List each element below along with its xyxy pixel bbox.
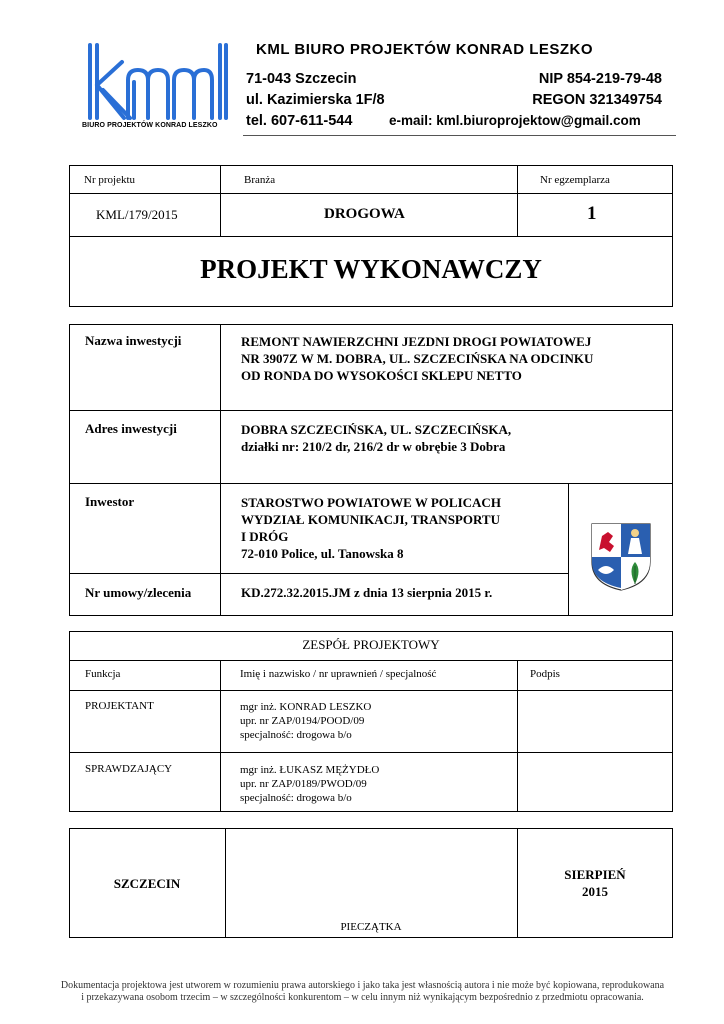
divider (220, 660, 221, 812)
team-member-name: mgr inż. KONRAD LESZKO (240, 701, 372, 713)
col-signature: Podpis (530, 668, 560, 680)
investor-line: 72-010 Police, ul. Tanowska 8 (241, 546, 404, 561)
phone: tel. 607-611-544 (246, 113, 353, 129)
contract-number: KD.272.32.2015.JM z dnia 13 sierpnia 2015 r. (241, 585, 493, 600)
team-member-license: upr. nr ZAP/0194/POOD/09 (240, 715, 365, 727)
divider (568, 483, 569, 616)
branch: DROGOWA (324, 206, 405, 222)
investment-name (241, 333, 593, 384)
investment-address (241, 421, 511, 455)
col-name: Imię i nazwisko / nr uprawnień / specjalność (240, 668, 437, 680)
divider (517, 660, 518, 812)
divider (69, 236, 673, 237)
divider (69, 193, 673, 194)
investment-address-line: DOBRA SZCZECIŃSKA, UL. SZCZECIŃSKA, (241, 422, 512, 437)
company-logo (82, 40, 230, 135)
label-investor: Inwestor (85, 494, 135, 509)
team-title: ZESPÓŁ PROJEKTOWY (302, 637, 440, 652)
project-number: KML/179/2015 (96, 207, 178, 222)
city: SZCZECIN (113, 876, 181, 891)
street-address: ul. Kazimierska 1F/8 (246, 92, 385, 108)
date-month: SIERPIEŃ (564, 867, 626, 882)
stamp-label: PIECZĄTKA (340, 921, 402, 933)
team-member-name: mgr inż. ŁUKASZ MĘŻYDŁO (240, 764, 380, 776)
investor (241, 494, 501, 562)
footer-line: i przekazywana osobom trzecim – w szczególności konkurentom – w celu innym niż wynikającym bezpośrednio z przedmiotu opracowania. (81, 992, 644, 1003)
investment-address-line: działki nr: 210/2 dr, 216/2 dr w obrębie 3 Dobra (241, 439, 506, 454)
divider (220, 165, 221, 236)
divider (69, 690, 673, 691)
regon: REGON 321349754 (532, 92, 662, 108)
label-investment-address: Adres inwestycji (85, 421, 177, 436)
date-year: 2015 (582, 884, 608, 899)
col-function: Funkcja (85, 668, 121, 680)
divider (517, 165, 518, 236)
postal-city: 71-043 Szczecin (246, 71, 357, 87)
team-member-license: upr. nr ZAP/0189/PWOD/09 (240, 778, 367, 790)
label-copy-number: Nr egzemplarza (540, 174, 610, 186)
label-branch: Branża (244, 174, 276, 186)
investor-line: WYDZIAŁ KOMUNIKACJI, TRANSPORTU (241, 512, 500, 527)
investment-name-line: REMONT NAWIERZCHNI JEZDNI DROGI POWIATOWEJ (241, 334, 592, 349)
divider (69, 660, 673, 661)
team-row-function: SPRAWDZAJĄCY (85, 763, 173, 775)
team-row-function: PROJEKTANT (85, 700, 154, 712)
divider (69, 752, 673, 753)
label-investment-name: Nazwa inwestycji (85, 333, 182, 348)
divider (69, 483, 673, 484)
investor-line: I DRÓG (241, 529, 289, 544)
document-title: PROJEKT WYKONAWCZY (200, 254, 542, 284)
team-row-details (240, 700, 371, 742)
logo-caption: BIURO PROJEKTÓW KONRAD LESZKO (82, 122, 218, 129)
divider (69, 573, 568, 574)
divider (69, 410, 673, 411)
investor-line: STAROSTWO POWIATOWE W POLICACH (241, 495, 501, 510)
company-name: KML BIURO PROJEKTÓW KONRAD LESZKO (256, 41, 594, 58)
coat-of-arms-icon (590, 522, 652, 592)
investment-name-line: OD RONDA DO WYSOKOŚCI SKLEPU NETTO (241, 368, 522, 383)
label-project-number: Nr projektu (84, 174, 136, 186)
nip: NIP 854-219-79-48 (538, 71, 662, 87)
copyright-footer (60, 980, 665, 1004)
email: e-mail: kml.biuroprojektow@gmail.com (389, 113, 641, 128)
copy-number: 1 (587, 203, 597, 224)
team-member-specialty: specjalność: drogowa b/o (240, 792, 352, 804)
investment-name-line: NR 3907Z W M. DOBRA, UL. SZCZECIŃSKA NA ODCINKU (241, 351, 594, 366)
date (517, 866, 673, 900)
team-row-details (240, 763, 379, 805)
header-divider (243, 135, 676, 137)
label-contract: Nr umowy/zlecenia (85, 585, 192, 600)
footer-line: Dokumentacja projektowa jest utworem w rozumieniu prawa autorskiego i jako taka jest własnością autora i nie może być kopiowana, reprodukowana (60, 980, 665, 991)
team-member-specialty: specjalność: drogowa b/o (240, 729, 352, 741)
